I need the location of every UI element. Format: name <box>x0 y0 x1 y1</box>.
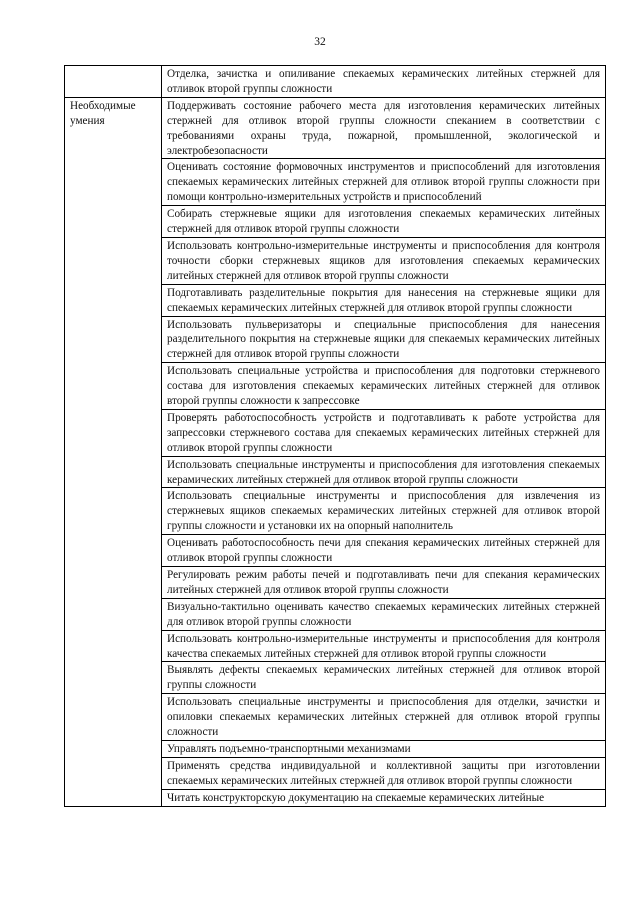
skill-text-cell: Использовать специальные инструменты и приспособления для изготовления спекаемых керамических литейных стержней для отливок второй группы сложности <box>162 456 606 488</box>
skill-text-cell: Использовать контрольно-измерительные инструменты и приспособления для контроля точности сборки стержневых ящиков для изготовления спекаемых керамических литейных стержней для отливок второй группы сложности <box>162 237 606 284</box>
table-row <box>65 66 606 98</box>
skill-text-cell: Подготавливать разделительные покрытия для нанесения на стержневые ящики для спекаемых керамических литейных стержней для отливок второй группы сложности <box>162 284 606 316</box>
skill-text-cell: Оценивать состояние формовочных инструментов и приспособлений для изготовления спекаемых керамических литейных стержней для отливок второй группы сложности при помощи контрольно-измерительных устройств и приспособлений <box>162 159 606 206</box>
skills-table-body <box>65 66 606 807</box>
skill-text-cell: Проверять работоспособность устройств и подготавливать к работе устройства для запрессовки стержневого состава для спекаемых керамических литейных стержней для отливок второй группы сложности <box>162 409 606 456</box>
skills-table <box>64 65 606 807</box>
skill-text-cell: Применять средства индивидуальной и коллективной защиты при изготовлении спекаемых керамических литейных стержней для отливок второй группы сложности <box>162 757 606 789</box>
skill-text-cell: Визуально-тактильно оценивать качество спекаемых керамических литейных стержней для отливок второй группы сложности <box>162 598 606 630</box>
skill-text-cell: Использовать специальные инструменты и приспособления для извлечения из стержневых ящиков спекаемых керамических литейных стержней для отливок второй группы сложности и установки их на опорный наполнитель <box>162 488 606 535</box>
empty-label-cell <box>65 66 162 98</box>
skill-text-cell: Использовать специальные инструменты и приспособления для отделки, зачистки и опиловки спекаемых керамических литейных стержней для отливок второй группы сложности <box>162 694 606 741</box>
page-number: 32 <box>314 36 326 48</box>
skill-text-cell: Оценивать работоспособность печи для спекания керамических литейных стержней для отливок второй группы сложности <box>162 535 606 567</box>
table-row <box>65 97 606 159</box>
skill-text-cell: Отделка, зачистка и опиливание спекаемых керамических литейных стержней для отливок второй группы сложности <box>162 66 606 98</box>
section-label-cell: Необходимые умения <box>65 97 162 806</box>
skill-text-cell: Использовать специальные устройства и приспособления для подготовки стержневого состава для изготовления спекаемых керамических литейных стержней для отливок второй группы сложности к запрессовке <box>162 363 606 410</box>
skill-text-cell: Выявлять дефекты спекаемых керамических литейных стержней для отливок второй группы сложности <box>162 662 606 694</box>
skill-text-cell: Собирать стержневые ящики для изготовления спекаемых керамических литейных стержней для отливок второй группы сложности <box>162 206 606 238</box>
skill-text-cell: Управлять подъемно-транспортными механизмами <box>162 740 606 757</box>
skill-text-cell: Поддерживать состояние рабочего места для изготовления керамических литейных стержней для отливок второй группы сложности спеканием в соответствии с требованиями охраны труда, пожарной, промышленной, экологической и электробезопасности <box>162 97 606 159</box>
skill-text-cell: Использовать контрольно-измерительные инструменты и приспособления для контроля качества спекаемых литейных стержней для отливок второй группы сложности <box>162 630 606 662</box>
skill-text-cell: Читать конструкторскую документацию на спекаемые керамических литейные <box>162 789 606 806</box>
skill-text-cell: Регулировать режим работы печей и подготавливать печи для спекания керамических литейных стержней для отливок второй группы сложности <box>162 567 606 599</box>
skill-text-cell: Использовать пульверизаторы и специальные приспособления для нанесения разделительного покрытия на стержневые ящики для спекаемых керамических литейных стержней для отливок второй группы сложности <box>162 316 606 363</box>
